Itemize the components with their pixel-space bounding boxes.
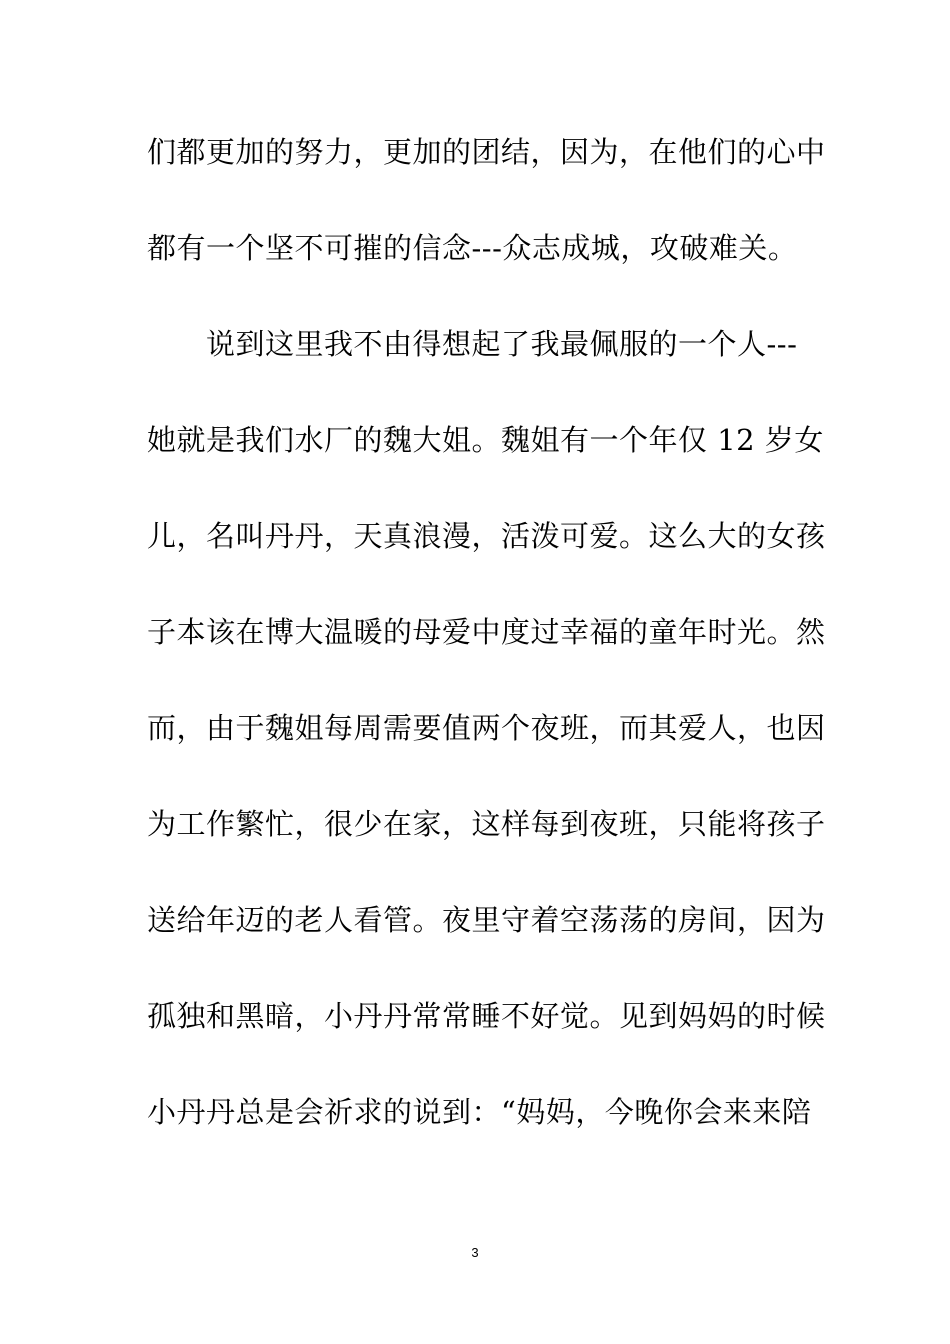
paragraph-start-line: 说到这里我不由得想起了我最佩服的一个人--- xyxy=(147,327,798,361)
page-number: 3 xyxy=(471,1245,479,1260)
text-line: 孤独和黑暗，小丹丹常常睡不好觉。见到妈妈的时候 xyxy=(147,999,826,1033)
text-line: 为工作繁忙，很少在家，这样每到夜班，只能将孩子 xyxy=(147,807,826,841)
text-line: 子本该在博大温暖的母爱中度过幸福的童年时光。然 xyxy=(147,615,826,649)
text-line: 小丹丹总是会祈求的说到：“妈妈，今晚你会来来陪 xyxy=(147,1095,812,1129)
text-line: 儿，名叫丹丹，天真浪漫，活泼可爱。这么大的女孩 xyxy=(147,519,826,553)
text-line: 送给年迈的老人看管。夜里守着空荡荡的房间，因为 xyxy=(147,903,826,937)
text-line: 们都更加的努力，更加的团结，因为，在他们的心中 xyxy=(147,135,826,169)
body-text xyxy=(147,128,826,1184)
text-line: 而，由于魏姐每周需要值两个夜班，而其爱人，也因 xyxy=(147,711,826,745)
text-line: 都有一个坚不可摧的信念---众志成城，攻破难关。 xyxy=(147,231,798,265)
text-line: 她就是我们水厂的魏大姐。魏姐有一个年仅 12 岁女 xyxy=(147,423,824,457)
